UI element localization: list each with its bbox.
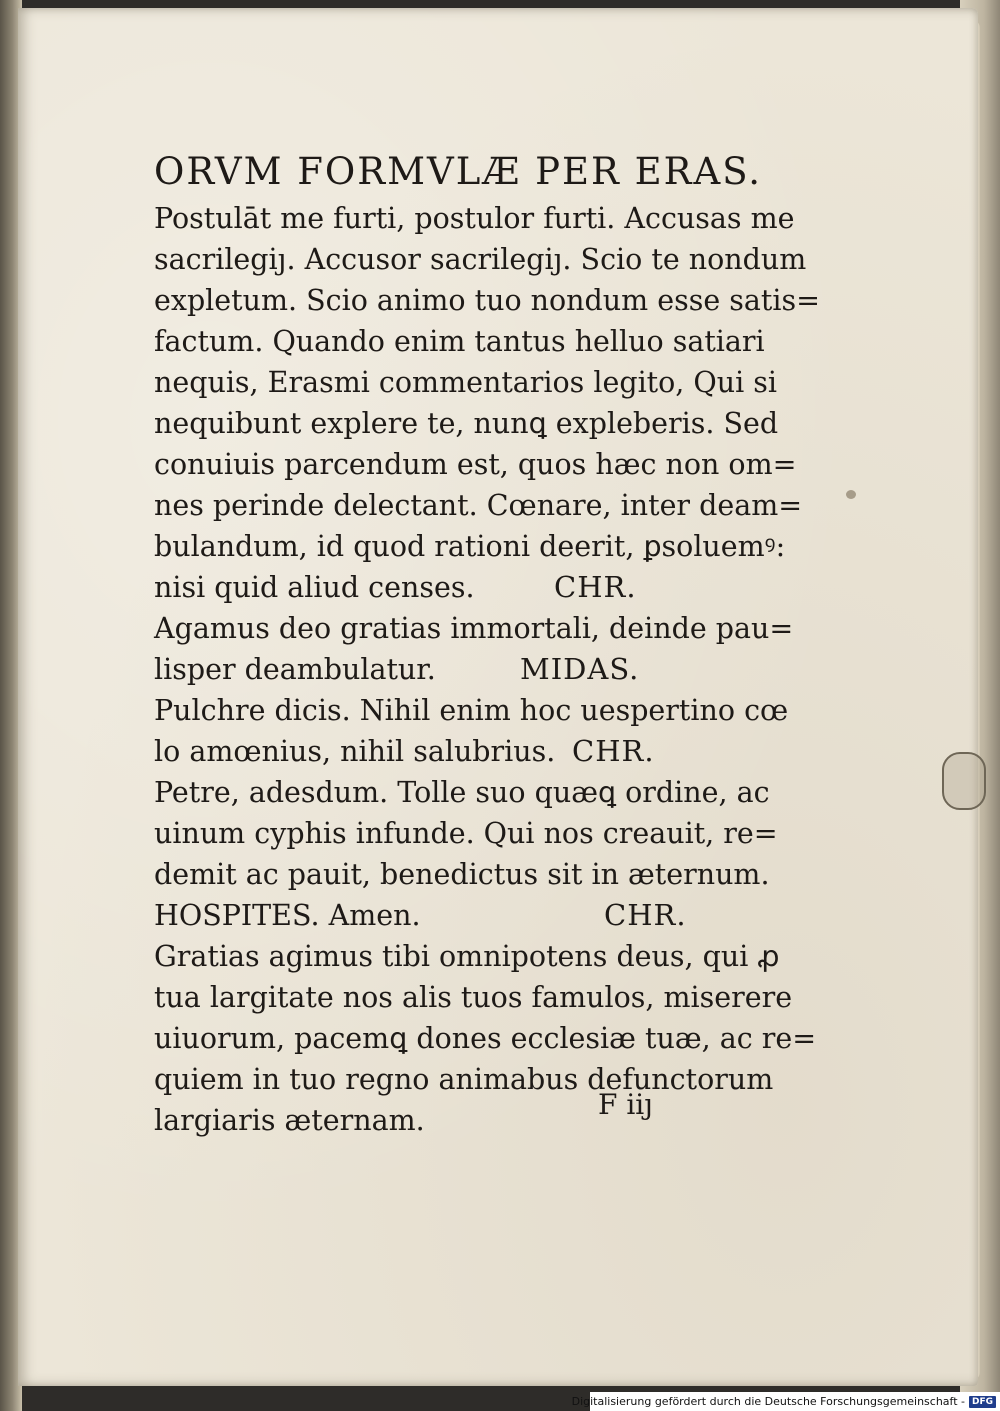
footer-credit: Digitalisierung gefördert durch die Deutsche Forschungsgemeinschaft - xyxy=(571,1395,965,1408)
line-text: Pulchre dicis. Nihil enim hoc uespertino cœ xyxy=(154,694,789,727)
footer-credit-bar xyxy=(571,1392,1000,1411)
text-line xyxy=(154,280,820,321)
text-line xyxy=(154,731,774,772)
text-line xyxy=(154,362,778,403)
line-text: lisper deambulatur. xyxy=(154,653,436,686)
line-text: demit ac pauit, benedictus sit in æternum. xyxy=(154,858,770,891)
text-line xyxy=(154,239,807,280)
text-line xyxy=(154,444,797,485)
line-text: quiem in tuo regno animabus defunctorum xyxy=(154,1063,774,1096)
line-text: Agamus deo gratias immortali, deinde pau= xyxy=(154,612,794,645)
text-line xyxy=(154,403,779,444)
speaker-name: CHR. xyxy=(572,734,655,768)
line-text: factum. Quando enim tantus helluo satiari xyxy=(154,325,765,358)
text-block xyxy=(154,150,820,1141)
line-text: uinum cyphis infunde. Qui nos creauit, re= xyxy=(154,817,778,850)
text-line xyxy=(154,813,778,854)
dfg-logo: DFG xyxy=(969,1396,996,1408)
text-line xyxy=(154,567,774,608)
line-text: tua largitate nos alis tuos famulos, miserere xyxy=(154,981,793,1014)
line-text: nes perinde delectant. Cœnare, inter deam= xyxy=(154,489,803,522)
text-line xyxy=(154,526,786,567)
line-text: Petre, adesdum. Tolle suo quæꝗ ordine, ac xyxy=(154,776,770,809)
line-text: sacrilegiȷ. Accusor sacrilegiȷ. Scio te nondum xyxy=(154,243,807,276)
speaker-name: CHR. xyxy=(554,570,637,604)
text-line xyxy=(154,690,789,731)
clasp-mark xyxy=(942,752,986,810)
text-line xyxy=(154,1018,817,1059)
speaker-name: CHR. xyxy=(604,898,687,932)
line-text: Postulāt me furti, postulor furti. Accusas me xyxy=(154,202,795,235)
line-text: nequibunt explere te, nunꝗ expleberis. Sed xyxy=(154,407,779,440)
line-text: bulandum, id quod rationi deerit, ꝑsoluemꝰ: xyxy=(154,530,786,563)
paper-spot xyxy=(846,490,856,499)
line-text: conuiuis parcendum est, quos hæc non om= xyxy=(154,448,797,481)
text-line xyxy=(154,485,803,526)
text-line xyxy=(154,854,774,895)
text-line xyxy=(154,1059,774,1100)
line-text: HOSPITES. Amen. xyxy=(154,899,421,932)
text-line xyxy=(154,608,794,649)
text-line xyxy=(154,772,774,813)
line-text: expletum. Scio animo tuo nondum esse satis= xyxy=(154,284,820,317)
text-line xyxy=(154,936,780,977)
speaker-name: MIDAS. xyxy=(520,652,640,686)
text-line xyxy=(154,977,793,1018)
running-head: ORVM FORMVLÆ PER ERAS. xyxy=(154,150,762,193)
text-line xyxy=(154,198,795,239)
text-line xyxy=(154,321,774,362)
text-line xyxy=(154,895,774,936)
text-line xyxy=(154,1100,774,1141)
line-text: lo amœnius, nihil salubrius. xyxy=(154,735,556,768)
line-text: uiuorum, pacemꝗ dones ecclesiæ tuæ, ac re= xyxy=(154,1022,817,1055)
line-text: Gratias agimus tibi omnipotens deus, qui ꝓ xyxy=(154,940,780,973)
signature-mark: F iiȷ xyxy=(598,1088,653,1121)
line-text: largiaris æternam. xyxy=(154,1104,425,1137)
line-text: nequis, Erasmi commentarios legito, Qui si xyxy=(154,366,778,399)
text-lines xyxy=(154,198,820,1141)
line-text: nisi quid aliud censes. xyxy=(154,571,475,604)
text-line xyxy=(154,649,774,690)
